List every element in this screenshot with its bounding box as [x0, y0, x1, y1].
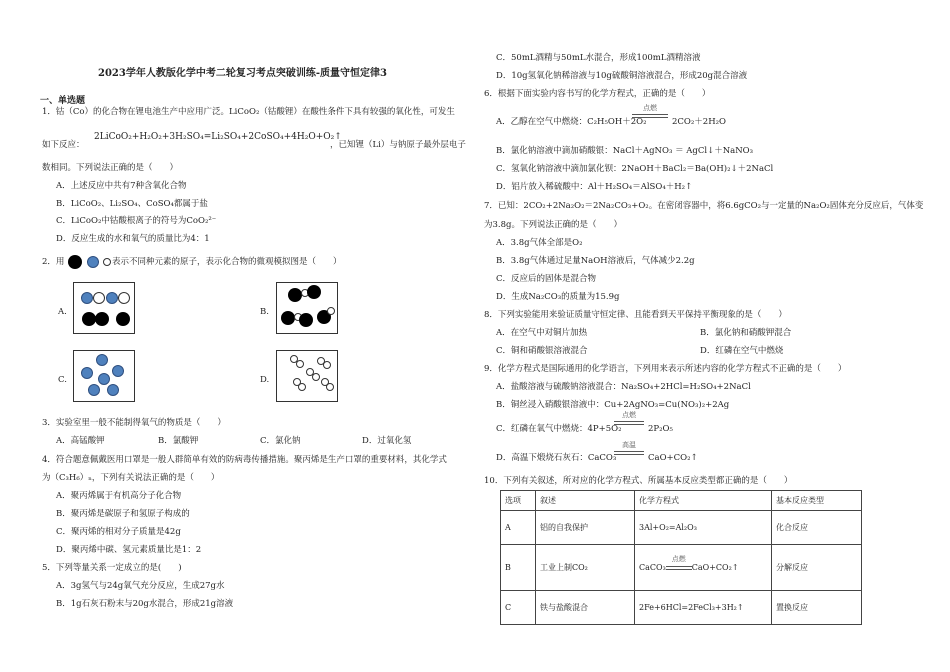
header-reaction-type: 基本反应类型 [772, 491, 862, 511]
blue-atom-icon [96, 354, 108, 366]
q10-table [500, 490, 862, 625]
q7-option-b[interactable]: B．3.8g气体通过足量NaOH溶液后，气体减少2.2g [496, 256, 695, 266]
q4-stem-line2: 为（C₃H₆）ₙ，下列有关说法正确的是（ ） [42, 473, 220, 483]
blue-atom-icon [88, 384, 100, 396]
q3-option-a[interactable]: A．高锰酸钾 [56, 436, 105, 446]
black-atom-icon [281, 311, 295, 325]
table-row[interactable] [501, 591, 862, 625]
header-description: 叙述 [536, 491, 635, 511]
q1-equation: 2LiCoO₂+H₂O₂+3H₂SO₄=Li₂SO₄+2CoSO₄+4H₂O+O₂↑ [94, 132, 342, 142]
row-c-equation: 2Fe+6HCl=2FeCl₃+3H₂↑ [635, 591, 772, 625]
row-a-reaction-type: 化合反应 [772, 511, 862, 545]
blue-atom-icon [98, 373, 110, 385]
q9-option-d-condition: 高温 [622, 441, 636, 449]
q5-stem: 5．下列等量关系一定成立的是( ) [42, 563, 182, 573]
legend-black-atom-icon [68, 255, 82, 269]
q2-option-c-label[interactable]: C. [58, 375, 67, 385]
q7-option-d[interactable]: D．生成Na₂CO₃的质量为15.9g [496, 292, 620, 302]
q6-option-c[interactable]: C．氢氧化钠溶液中滴加氯化钡：2NaOH＋BaCl₂＝Ba(OH)₂↓＋2NaCl [496, 164, 774, 174]
q8-option-c[interactable]: C．铜和硝酸银溶液混合 [496, 346, 588, 356]
q6-option-a-pre[interactable]: A．乙醇在空气中燃烧：C₂H₅OH＋2O₂ [496, 117, 647, 127]
q5-option-b[interactable]: B．1g石灰石粉末与20g水混合，形成21g溶液 [56, 599, 234, 609]
row-b-equals-sign [666, 554, 692, 573]
q9-stem: 9．化学方程式是国际通用的化学语言，下列用来表示所述内容的化学方程式不正确的是（ ） [484, 364, 847, 374]
white-atom-icon [326, 383, 334, 391]
blue-atom-icon [81, 367, 93, 379]
q2-stem-pre: 2．用 [42, 257, 65, 267]
black-atom-icon [82, 312, 96, 326]
row-b-reaction-type: 分解反应 [772, 545, 862, 591]
row-b-equation-post: CaO+CO₂↑ [691, 562, 739, 572]
row-b-equation-pre: CaCO₃ [639, 562, 666, 572]
q9-option-d-equals-sign [614, 451, 644, 455]
row-c-description: 铁与盐酸混合 [536, 591, 635, 625]
legend-white-atom-icon [103, 258, 111, 266]
q7-stem-line2: 为3.8g。下列说法正确的是（ ） [484, 220, 622, 230]
row-b-equation [635, 545, 772, 591]
q3-stem: 3．实验室里一般不能制得氧气的物质是（ ） [42, 418, 226, 428]
header-equation: 化学方程式 [635, 491, 772, 511]
q10-stem: 10．下列有关叙述，所对应的化学方程式、所属基本反应类型都正确的是（ ） [484, 476, 793, 486]
q2-option-b-label[interactable]: B. [260, 307, 269, 317]
q1-option-d[interactable]: D．反应生成的水和氧气的质量比为4：1 [56, 234, 210, 244]
table-row[interactable] [501, 545, 862, 591]
row-a-equation: 3Al+O₂=Al₂O₃ [635, 511, 772, 545]
q6-option-a-condition: 点燃 [643, 104, 657, 112]
white-atom-icon [296, 360, 304, 368]
q8-option-a[interactable]: A．在空气中对铜片加热 [496, 328, 588, 338]
q9-option-c-pre[interactable]: C．红磷在氧气中燃烧：4P+5O₂ [496, 424, 622, 434]
table-row[interactable] [501, 511, 862, 545]
q2-option-a-label[interactable]: A. [58, 307, 67, 317]
white-atom-icon [323, 361, 331, 369]
q2-stem-post: 表示不同种元素的原子，表示化合物的微观模拟图是（ ） [112, 257, 342, 267]
section-heading: 一、单选题 [40, 96, 86, 106]
q7-option-a[interactable]: A．3.8g气体全部是O₂ [496, 238, 583, 248]
blue-atom-icon [81, 292, 93, 304]
blue-atom-icon [112, 365, 124, 377]
q6-option-a-post[interactable]: 2CO₂＋2H₂O [672, 117, 726, 127]
white-atom-icon [118, 292, 130, 304]
q2-option-d-diagram[interactable] [276, 350, 338, 402]
q2-option-a-diagram[interactable] [73, 282, 135, 334]
q6-stem: 6．根据下面实验内容书写的化学方程式，正确的是（ ） [484, 89, 711, 99]
legend-blue-atom-icon [87, 256, 99, 268]
q9-option-d-post[interactable]: CaO+CO₂↑ [648, 453, 698, 463]
q6-option-a-equals-sign [632, 114, 668, 118]
black-atom-icon [116, 312, 130, 326]
q9-option-c-post[interactable]: 2P₂O₅ [648, 424, 673, 434]
q1-stem-line3: 数相同。下列说法正确的是（ ） [42, 163, 179, 173]
q1-option-c[interactable]: C．LiCoO₂中钴酸根离子的符号为CoO₂²⁻ [56, 216, 217, 226]
row-a-option: A [501, 511, 536, 545]
black-atom-icon [307, 285, 321, 299]
q6-option-d[interactable]: D．铝片放入稀硫酸中：Al＋H₂SO₄＝AlSO₄＋H₂↑ [496, 182, 693, 192]
q2-option-c-diagram[interactable] [73, 350, 135, 402]
q4-option-a[interactable]: A．聚丙烯属于有机高分子化合物 [56, 491, 182, 501]
q8-stem: 8．下列实验能用来验证质量守恒定律、且能看到天平保持平衡现象的是（ ） [484, 310, 787, 320]
row-b-option: B [501, 545, 536, 591]
q8-option-b[interactable]: B．氯化钠和硝酸钾混合 [700, 328, 792, 338]
q1-stem-line1: 1．钴（Co）的化合物在锂电池生产中应用广泛。LiCoO₂（钴酸锂）在酸性条件下具有较强的氧化性，可发生 [42, 107, 455, 117]
q4-option-c[interactable]: C．聚丙烯的相对分子质量是42g [56, 527, 181, 537]
q9-option-c-condition: 点燃 [622, 411, 636, 419]
row-c-option: C [501, 591, 536, 625]
q4-option-b[interactable]: B．聚丙烯是碳原子和氢原子构成的 [56, 509, 190, 519]
q9-option-b[interactable]: B．铜丝浸入硝酸银溶液中：Cu+2AgNO₃=Cu(NO₃)₂+2Ag [496, 400, 730, 410]
blue-atom-icon [107, 384, 119, 396]
blue-atom-icon [106, 292, 118, 304]
row-c-reaction-type: 置换反应 [772, 591, 862, 625]
q9-option-d-pre[interactable]: D．高温下煅烧石灰石：CaCO₃ [496, 453, 617, 463]
q4-stem-line1: 4．符合题意佩戴医用口罩是一般人群简单有效的防病毒传播措施。聚丙烯是生产口罩的重要材料，其化学式 [42, 455, 447, 465]
q2-option-b-diagram[interactable] [276, 282, 338, 334]
q1-option-b[interactable]: B．LiCoO₂、Li₂SO₄、CoSO₄都属于盐 [56, 199, 208, 209]
q4-option-d[interactable]: D．聚丙烯中碳、氢元素质量比是1：2 [56, 545, 202, 555]
row-a-description: 铝的自我保护 [536, 511, 635, 545]
q3-option-c[interactable]: C．氯化钠 [260, 436, 301, 446]
header-option: 选项 [501, 491, 536, 511]
white-atom-icon [327, 307, 335, 315]
q3-option-b[interactable]: B．氯酸钾 [158, 436, 199, 446]
row-b-description: 工业上制CO₂ [536, 545, 635, 591]
q7-option-c[interactable]: C．反应后的固体是混合物 [496, 274, 597, 284]
q3-option-d[interactable]: D．过氧化氢 [362, 436, 412, 446]
white-atom-icon [312, 373, 320, 381]
q1-option-a[interactable]: A．上述反应中共有7种含氧化合物 [56, 181, 187, 191]
q1-stem-line2-pre: 如下反应： [42, 140, 85, 150]
q1-stem-line2-post: ，已知锂（Li）与钠原子最外层电子 [330, 140, 466, 150]
black-atom-icon [299, 313, 313, 327]
q9-option-a[interactable]: A．盐酸溶液与硫酸钠溶液混合：Na₂SO₄+2HCl=H₂SO₄+2NaCl [496, 382, 751, 392]
row-b-equation-condition: 点燃 [671, 554, 686, 563]
q2-option-d-label[interactable]: D. [260, 375, 270, 385]
black-atom-icon [288, 288, 302, 302]
q5-option-a[interactable]: A．3g氢气与24g氧气充分反应，生成27g水 [56, 581, 225, 591]
q8-option-d[interactable]: D．红磷在空气中燃烧 [700, 346, 784, 356]
white-atom-icon [298, 383, 306, 391]
q6-option-b[interactable]: B．氯化钠溶液中滴加硝酸银：NaCl＋AgNO₃ ＝ AgCl↓＋NaNO₃ [496, 146, 754, 156]
q5-option-c[interactable]: C．50mL酒精与50mL水混合，形成100mL酒精溶液 [496, 53, 701, 63]
q7-stem-line1: 7．已知：2CO₂+2Na₂O₂＝2Na₂CO₃+O₂。在密闭容器中，将6.6gCO₂与一定量的Na₂O₂固体充分反应后，气体变 [484, 201, 924, 211]
page-title: 2023学年人教版化学中考二轮复习考点突破训练-质量守恒定律3 [98, 68, 387, 79]
table-header-row [501, 491, 862, 511]
q5-option-d[interactable]: D．10g氢氧化钠稀溶液与10g硫酸铜溶液混合，形成20g混合溶液 [496, 71, 748, 81]
q9-option-c-equals-sign [614, 421, 644, 425]
black-atom-icon [95, 312, 109, 326]
white-atom-icon [93, 292, 105, 304]
